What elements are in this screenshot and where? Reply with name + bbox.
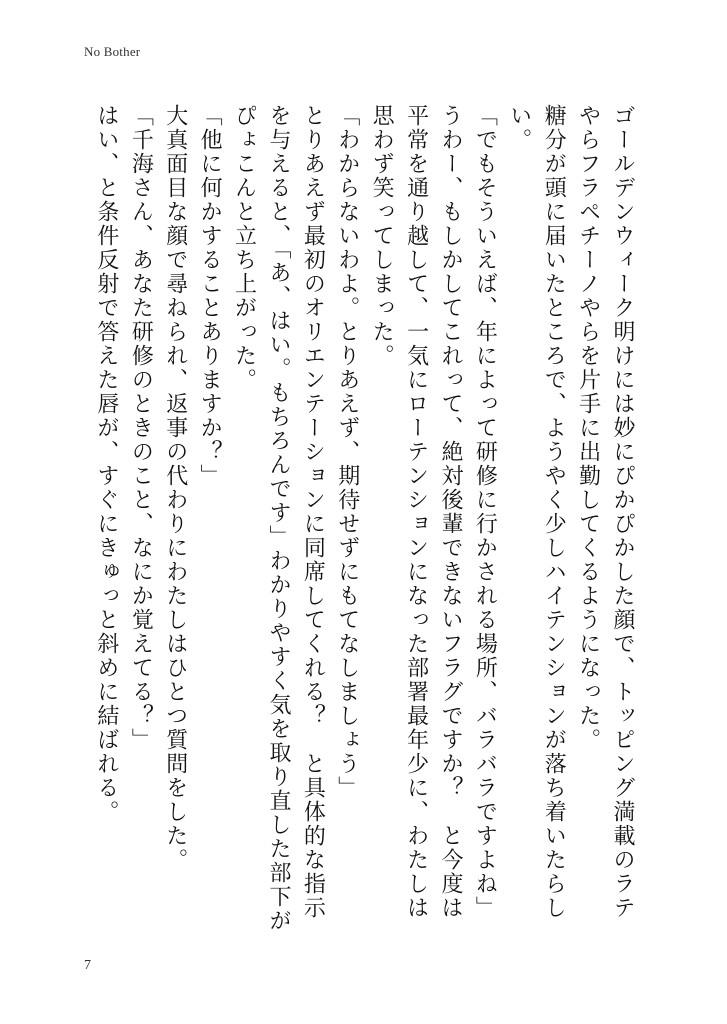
paragraph: ゴールデンウィーク明けには妙にぴかぴかした顔で、トッピング満載のラテやらフラペチーノやらを片手に出勤してくるようになった。: [575, 104, 635, 920]
paragraph: 「他に何かすることありますか？」: [197, 104, 223, 488]
paragraph: とりあえず最初のオリエンテーションに同席してくれる？ と具体的な指示を与えると、「あ、はい。もちろんです」わかりやすく気を取り直した部下がぴょこんと立ち上がった。: [231, 104, 326, 933]
paragraph: はい、と条件反射で答えた唇が、すぐにきゅっと斜めに結ばれる。: [93, 104, 119, 824]
paragraph: 「わからないわよ。とりあえず、期待せずにもてなしましょう」: [334, 104, 360, 800]
running-head: No Bother: [84, 44, 141, 59]
page-number: 7: [84, 958, 91, 973]
paragraph: 糖分が頭に届いたところで、ようやく少しハイテンションが落ち着いたらしい。: [506, 104, 567, 920]
paragraph: 大真面目な顔で尋ねられ、返事の代わりにわたしはひとつ質問をした。: [162, 104, 188, 872]
paragraph: 「千海さん、あなた研修のときのこと、なにか覚えてる？」: [128, 104, 154, 752]
paragraph: うわー、もしかしてこれって、絶対後輩できないフラグですか？ と今度は平常を通り越して、一気にローテンションになった部署最年少に、わたしは思わず笑ってしまった。: [369, 104, 463, 920]
body-text: [79, 104, 639, 934]
paragraph: 「でもそういえば、年によって研修に行かされる場所、バラバラですよね」: [472, 104, 498, 920]
